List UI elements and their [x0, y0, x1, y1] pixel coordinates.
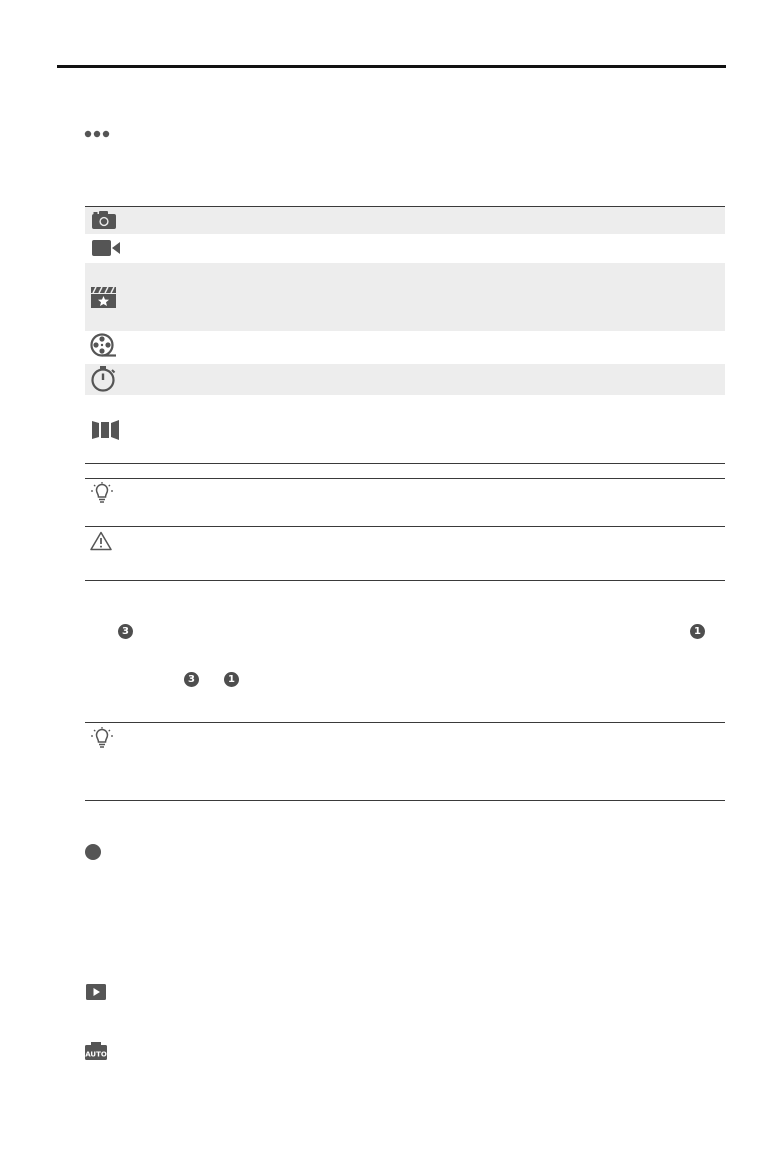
warning-bottom-rule [85, 580, 725, 581]
shutter-button-icon[interactable] [84, 843, 102, 861]
step-badge-1: 1 [690, 624, 705, 639]
lightbulb-icon [90, 727, 114, 749]
stopwatch-icon [90, 365, 118, 393]
lightbulb-icon [90, 482, 114, 504]
top-rule [57, 65, 726, 68]
tip-2-top-rule [85, 722, 725, 723]
warning-top-rule [85, 526, 725, 527]
video-camera-icon [91, 239, 121, 257]
clapperboard-star-icon [90, 285, 118, 309]
table-bottom-rule [85, 463, 725, 464]
camera-icon [91, 210, 117, 230]
step-badge-3: 3 [118, 624, 133, 639]
panorama-icon [91, 419, 121, 441]
tip-1-top-rule [85, 478, 725, 479]
inline-badge-3: 3 [184, 672, 199, 687]
quickshots-row [85, 263, 725, 331]
tip-2-bottom-rule [85, 800, 725, 801]
auto-camera-icon[interactable] [84, 1041, 108, 1061]
film-reel-icon [90, 333, 118, 359]
more-dots-icon [84, 129, 110, 139]
warning-icon [90, 531, 112, 551]
playback-icon[interactable] [85, 983, 107, 1001]
timer-row [85, 364, 725, 395]
inline-badge-1: 1 [224, 672, 239, 687]
svg-text:AUTO: AUTO [85, 1050, 107, 1059]
photo-row [85, 207, 725, 234]
